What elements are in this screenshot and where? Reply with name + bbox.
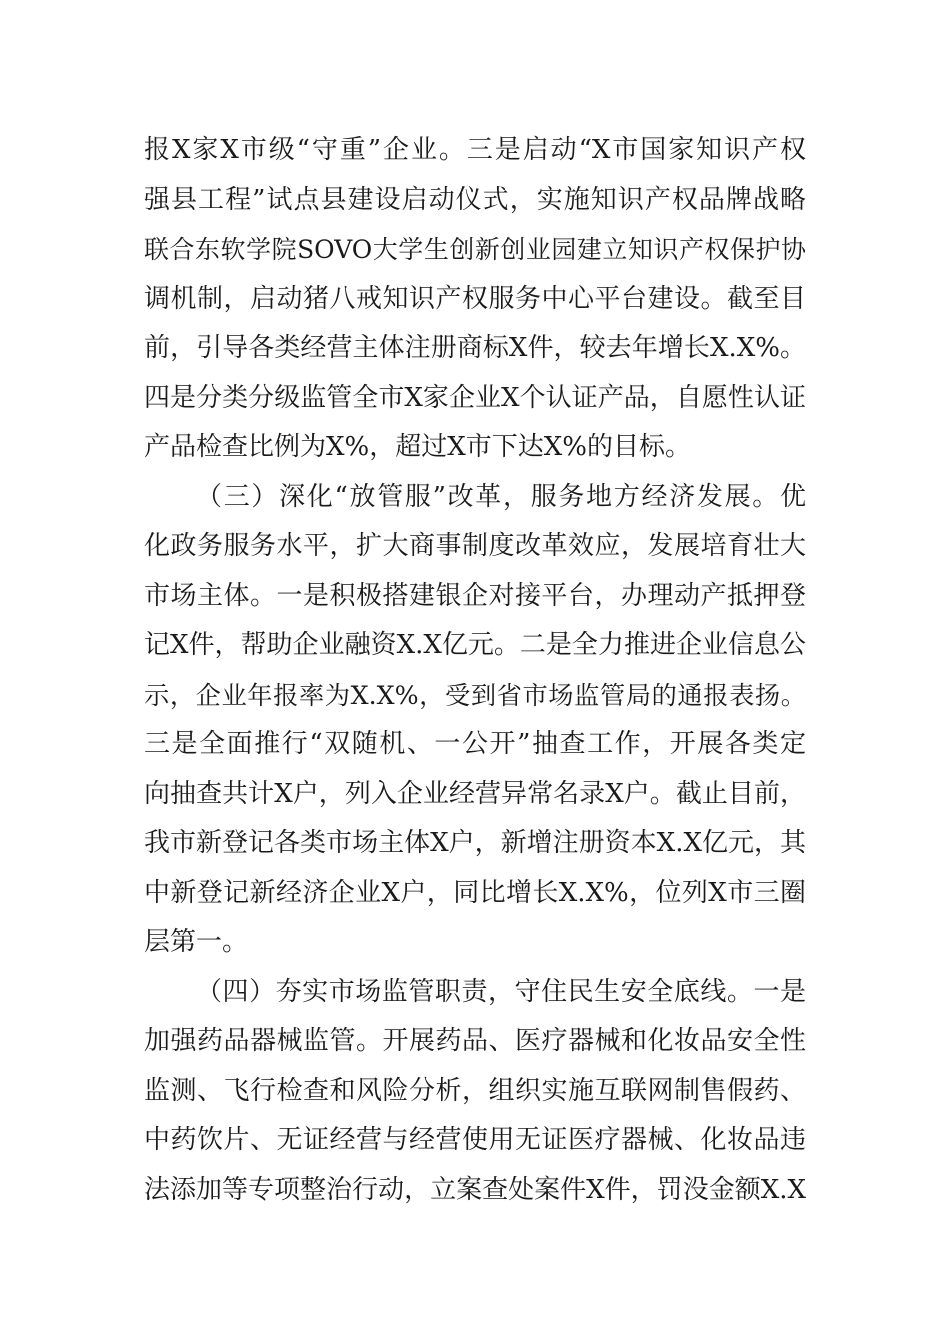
text-line: 报X家X市级“守重”企业。三是启动“X市国家知识产权 (144, 135, 806, 165)
text-line: 我市新登记各类市场主体X户，新增注册资本X.X亿元，其 (144, 828, 806, 858)
text-line: 记X件，帮助企业融资X.X亿元。二是全力推进企业信息公 (144, 630, 806, 660)
text-line: 中药饮片、无证经营与经营使用无证医疗器械、化妆品违 (144, 1125, 806, 1155)
text-line: 调机制，启动猪八戒知识产权服务中心平台建设。截至目 (144, 283, 806, 314)
text-line: 法添加等专项整治行动，立案查处案件X件，罚没金额X.X (144, 1174, 806, 1205)
text-line: 产品检查比例为X%，超过X市下达X%的目标。 (144, 432, 691, 462)
text-line: 联合东软学院SOVO大学生创新创业园建立知识产权保护协 (144, 235, 806, 264)
text-line: 四是分类分级监管全市X家企业X个认证产品，自愿性认证 (144, 382, 806, 413)
text-line: 三是全面推行“双随机、一公开”抽查工作，开展各类定 (144, 729, 806, 759)
text-line: 加强药品器械监管。开展药品、医疗器械和化妆品安全性 (144, 1026, 806, 1056)
text-line: 示，企业年报率为X.X%，受到省市场监管局的通报表扬。 (144, 680, 806, 710)
text-line: 监测、飞行检查和风险分析，组织实施互联网制售假药、 (144, 1075, 806, 1106)
section-heading-line: （四）夯实市场监管职责，守住民生安全底线。一是 (196, 976, 806, 1007)
text-line: 市场主体。一是积极搭建银企对接平台，办理动产抵押登 (144, 580, 806, 611)
section-heading-line: （三）深化“放管服”改革，服务地方经济发展。优 (196, 481, 806, 512)
text-line: 强县工程”试点县建设启动仪式，实施知识产权品牌战略 (144, 184, 806, 215)
text-line: 中新登记新经济企业X户，同比增长X.X%，位列X市三圈 (144, 877, 806, 908)
text-line: 向抽查共计X户，列入企业经营异常名录X户。截止目前， (144, 778, 806, 809)
text-line: 前，引导各类经营主体注册商标X件，较去年增长X.X%。 (144, 333, 806, 363)
text-line: 化政务服务水平，扩大商事制度改革效应，发展培育壮大 (144, 531, 806, 561)
text-line: 层第一。 (144, 927, 249, 957)
